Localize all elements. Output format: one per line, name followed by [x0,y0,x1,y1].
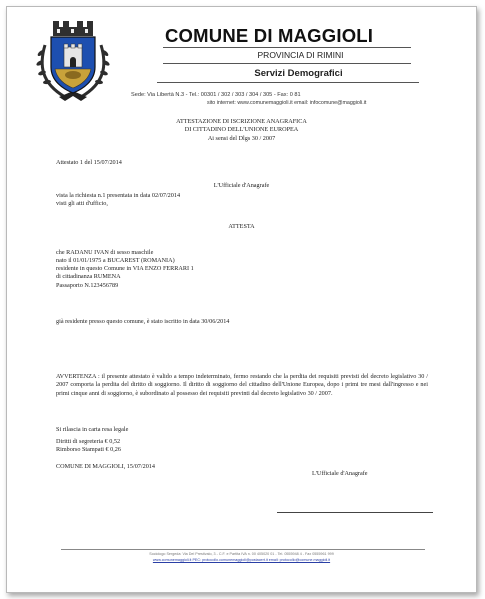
header-rule [157,82,419,83]
municipality-title: COMUNE DI MAGGIOLI [165,25,374,46]
header-rule [163,63,411,64]
document-heading: DI CITTADINO DELL'UNIONE EUROPEA [184,126,299,133]
address-line: Sede: Via Libertà N.3 - Tel.: 00301 / 302 / 303 / 304 / 305 - Fax: 0 81 [131,92,301,98]
footer-links[interactable]: www.comunemaggioli.it PEC: protocollo.comunemaggioli@postacert.it email: protocollo@comune.maggioli.it [152,558,331,562]
person-line: Passaporto N.123456789 [56,282,119,289]
municipal-crest-icon [31,17,115,103]
person-line: di cittadinanza RUMENA [56,273,121,280]
document-subheading: Ai sensi del Dlgs 30 / 2007 [207,135,276,142]
person-line: che RADANU IVAN di sesso maschile [56,249,154,256]
request-text: vista la richiesta n.1 presentata in data 02/07/2014 [56,192,181,199]
document-heading: ATTESTAZIONE DI ISCRIZIONE ANAGRAFICA [176,118,307,125]
acts-text: visti gli atti d'ufficio, [56,200,108,207]
document-page [6,6,477,593]
footer-info: Sociologo Sergeda: Via Del Prestivalo, 3 - C.F. e Partita IVA n. 00 405020 01 - Tel. 0555948 4 - Fax 0555961 999 [149,552,334,556]
warning-paragraph: AVVERTENZA : il presente attestato è valido a tempo indeterminato, fermo restando che la perdita dei requisiti previsti del decreto legislativo 30 / 2007 comporta la perdita del diritto di soggiorno. Il diritto di soggiorno del cittadino dell'Unione Europea, dopo i primi tre mesi dall'ingresso e nei primi cinque anni di soggiorno, è subordinato al possesso dei requisiti previnti dal decreto legislativo 30 / 2007. [56,373,428,397]
officer-title: L'Ufficiale d'Anagrafe [213,182,270,189]
registration-text: già residente presso questo comune, è stato iscritto in data 30/06/2014 [56,318,230,325]
place-date: COMUNE DI MAGGIOLI, 15/07/2014 [56,463,155,470]
legal-paper-note: Si rilascia in carta resa legale [56,426,129,433]
contact-line: sito internet: www.comunemaggioli.it email: infocomune@maggioli.it [207,100,367,106]
province-name: PROVINCIA DI RIMINI [257,50,344,60]
fee-line: Diritti di segreteria € 0,52 [56,438,121,445]
service-name: Servizi Demografici [254,68,343,79]
header-rule [163,47,411,48]
footer-rule [61,549,425,550]
signature-label: L'Ufficiale d'Anagrafe [312,470,368,477]
fee-line: Rimborso Stampati € 0,26 [56,446,121,453]
attesta-heading: ATTESTA [228,223,255,230]
person-line: residente in questo Comune in VIA ENZO FERRARI 1 [56,265,194,272]
signature-line [277,512,433,513]
person-line: nato il 01/01/1975 a BUCAREST (ROMANIA) [56,257,175,264]
attestato-number: Attestato 1 del 15/07/2014 [56,159,122,166]
